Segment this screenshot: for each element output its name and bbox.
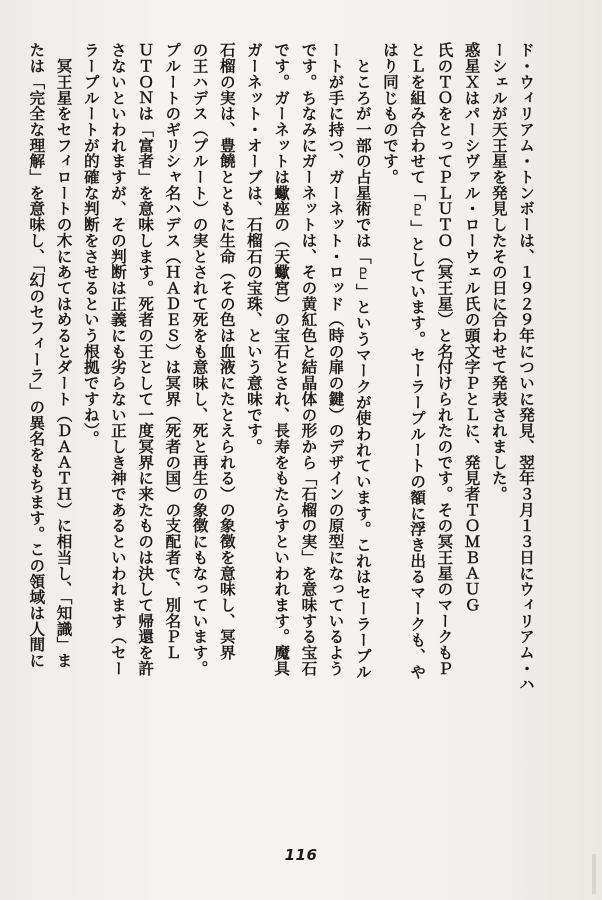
text-column: です。ガーネットは蠍座の（天蠍宮）の宝石とされ、長寿をもたらすといわれます。魔具 <box>272 42 292 676</box>
text-column: 石榴の実は、豊饒とともに生命（その色は血液にたとえられる）の象徴を意味し、冥界 <box>217 42 237 661</box>
text-column: さないといわれますが、その判断は正義にも劣らない正しき神であるといわれます（セー <box>108 42 128 676</box>
text-column: とＬを組み合わせて「♇」としています。セーラープルートの額に浮き出るマークも、や <box>408 42 428 680</box>
text-column: ラープルートが的確な判断をさせるという根拠ですね）。 <box>81 42 101 447</box>
text-column: プルートのギリシャ名ハデス（ＨＡＤＥＳ）は冥界（死者の国）の支配者で、別名ＰＬ <box>163 42 183 661</box>
text-column: ところが一部の占星術では「♇」というマークが使われています。これはセーラープル <box>353 42 373 680</box>
body-text <box>27 42 540 832</box>
text-column: 惑星Ｘはパーシヴァル・ローウェル氏の頭文字ＰとＬに、発見者ＴＯＭＢＡＵＧ <box>462 42 482 613</box>
text-column: ーシェルが天王星を発見したその日に合わせて発表されました。 <box>489 42 509 502</box>
text-column: たは「完全な理解」を意味し、「幻のセフィーラ」の異名をもちます。この領域は人間に <box>27 42 47 669</box>
text-column: ド・ウィリアム・トンボーは、１９２９年についに発見、翌年３月１３日にウィリアム・ハ <box>517 42 536 692</box>
text-column: です。ちなみにガーネットは、その黄紅色と結晶体の形から「石榴の実」を意味する宝石 <box>299 42 319 676</box>
text-column: ートが手に持つ、ガーネット・ロッド（時の扉の鍵）のデザインの原型になっているよう <box>326 42 346 676</box>
text-column: 氏のＴＯをとってＰＬＵＴＯ（冥王星）と名付けられたのです。その冥王星のマークもＰ <box>435 42 455 676</box>
text-column: 冥王星をセフィロートの木にあてはめるとダート（ＤＡＡＴＨ）に相当し、「知識」ま <box>54 42 74 669</box>
page-edge-mark <box>592 854 596 894</box>
page-number: 116 <box>284 846 318 864</box>
text-column: ガーネット・オーブは、石榴石の宝珠、という意味です。 <box>244 42 264 455</box>
text-column: の王ハデス（プルート）の実とされて死をも意味し、死と再生の象徴にもなっています。 <box>190 42 210 676</box>
text-column: はり同じものです。 <box>380 42 400 185</box>
text-column: ＵＴＯＮは「富者」を意味します。死者の王として一度冥界に来たものは決して帰還を許 <box>136 42 156 676</box>
